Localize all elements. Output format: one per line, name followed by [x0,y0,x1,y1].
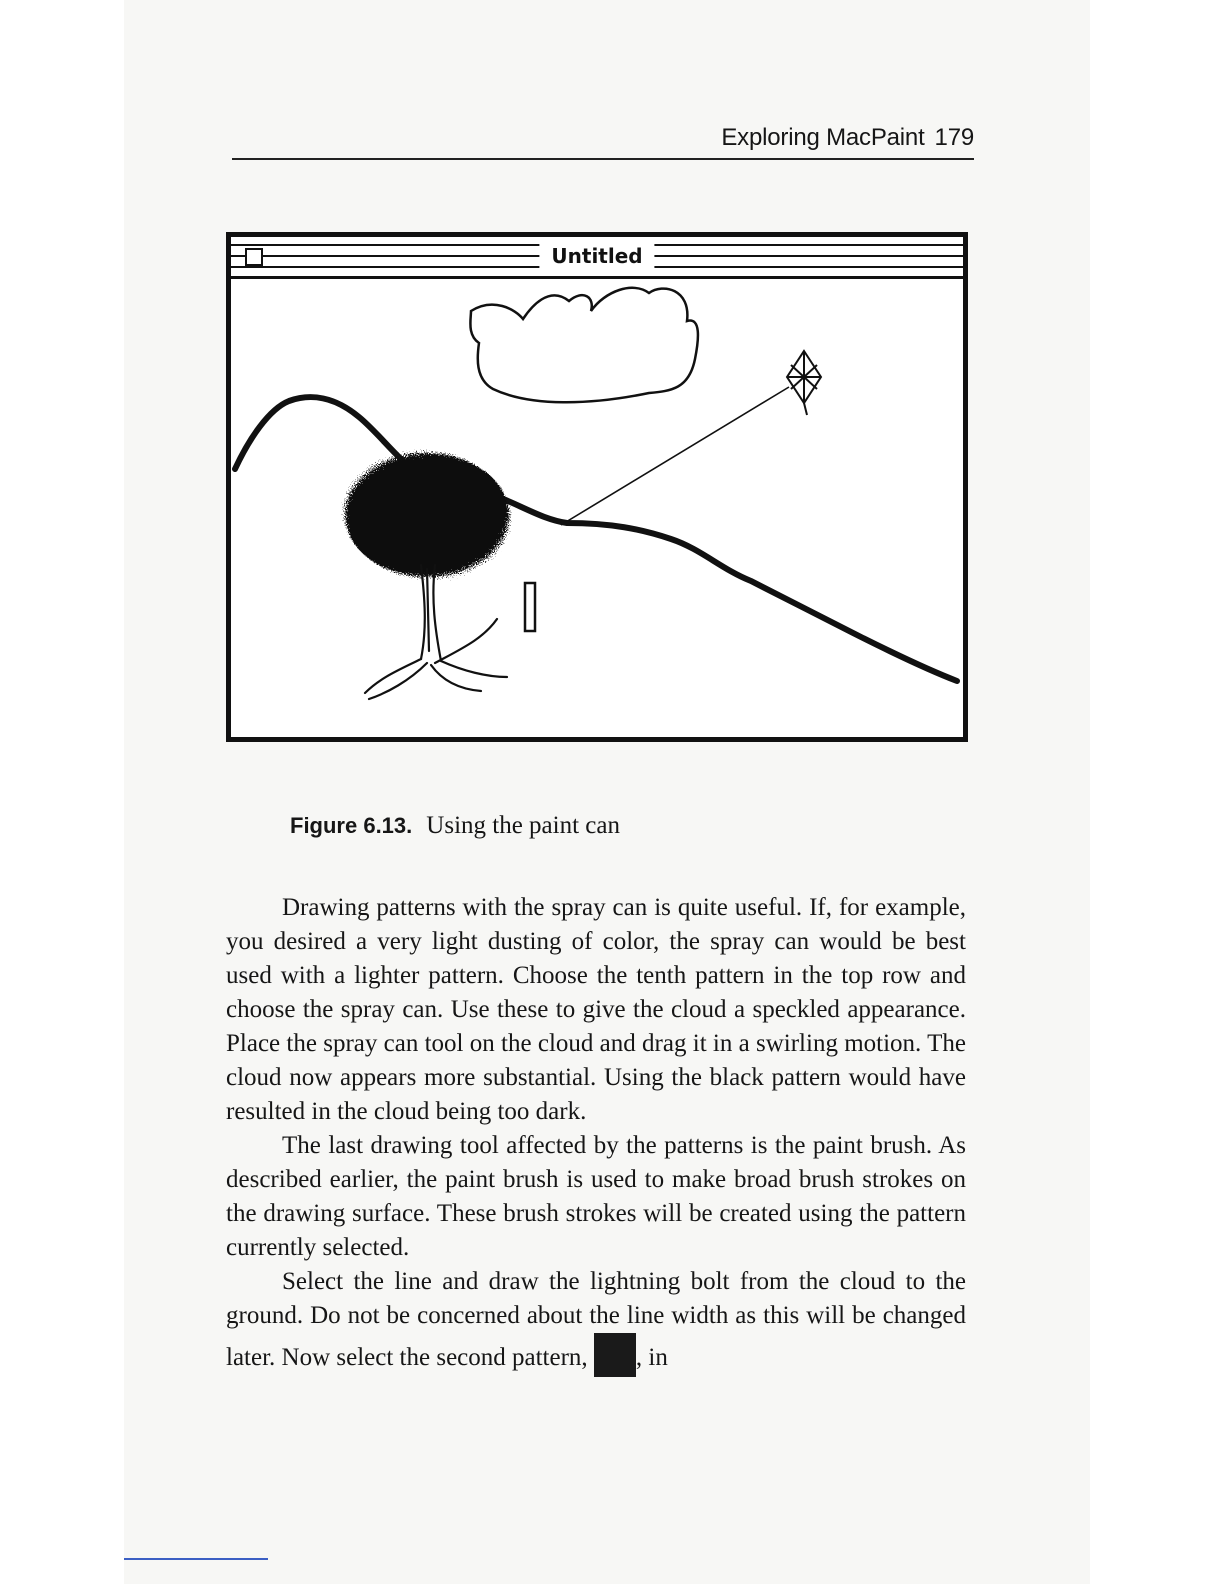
cloud-drawing [470,288,698,402]
hill-drawing [235,397,957,681]
tree-foliage [345,453,509,577]
cursor-icon [525,583,535,631]
paragraph-3 [226,1265,966,1377]
page-number: 179 [934,124,974,151]
kite-string [561,387,789,525]
figure-caption [290,812,620,840]
black-pattern-swatch-icon [594,1333,636,1377]
header-title: Exploring MacPaint [721,124,925,151]
running-header [232,124,974,160]
paragraph-2: The last drawing tool affected by the patterns is the paint brush. As described earlier, the paint brush is used to make broad brush strokes on the drawing surface. These brush strokes will be created using the pattern currently selected. [226,1132,966,1261]
tree-trunk [365,565,507,699]
drawing-canvas [231,279,963,737]
kite-drawing [787,351,821,415]
scan-edge-mark [124,1558,268,1560]
window-title-bar [231,237,963,279]
figure-caption-text: Using the paint can [426,812,620,839]
close-box-icon [245,248,263,266]
body-text [226,891,966,1377]
paragraph-3-tail: , in [635,1344,668,1371]
paragraph-1: Drawing patterns with the spray can is quite useful. If, for example, you desired a very light dusting of color, the spray can would be best used with a lighter pattern. Choose the tenth pattern in the top row and choose the spray can. Use these to give the cloud a speckled appearance. Place the spray can tool on the cloud and drag it in a swirling motion. The cloud now appears more substantial. Using the black pattern would have resulted in the cloud being too dark. [226,894,966,1125]
window-title: Untitled [539,244,654,268]
macpaint-window [226,232,968,742]
paragraph-3-text: Select the line and draw the lightning bolt from the cloud to the ground. Do not be concerned about the line width as this will be changed later. Now select the second pattern, [226,1268,966,1371]
figure-label: Figure 6.13. [290,813,413,838]
